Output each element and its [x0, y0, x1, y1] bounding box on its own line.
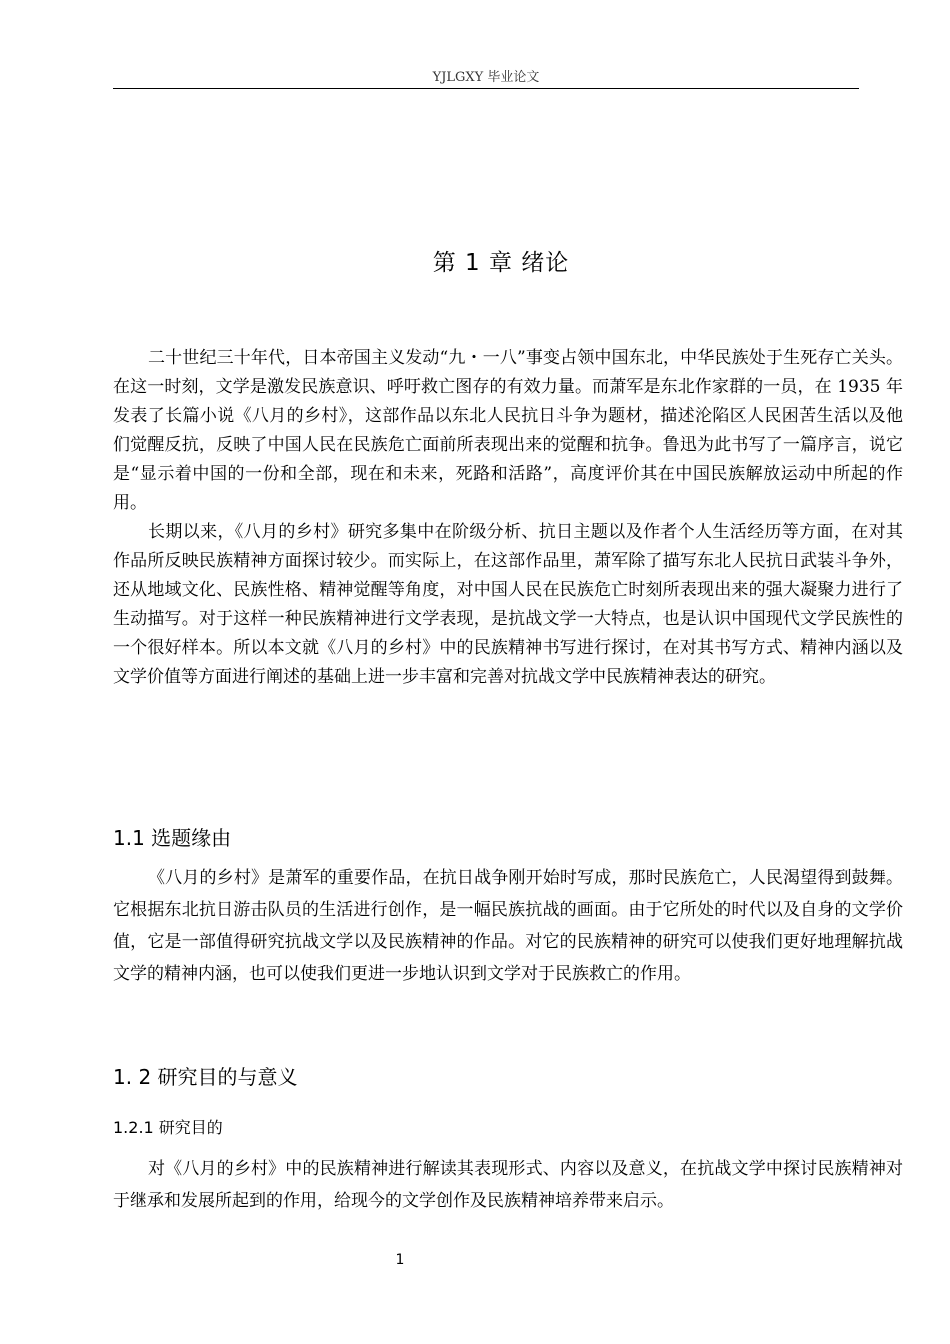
section-1-1-paragraph: 《八月的乡村》是萧军的重要作品，在抗日战争刚开始时写成，那时民族危亡，人民渴望得到鼓舞。它根据东北抗日游击队员的生活进行创作，是一幅民族抗战的画面。由于它所处的时代以及自身的文学价值，它是一部值得研究抗战文学以及民族精神的作品。对它的民族精神的研究可以使我们更好地理解抗战文学的精神内涵，也可以使我们更进一步地认识到文学对于民族救亡的作用。 [113, 868, 903, 984]
section-heading-1-2-1: 1.2.1 研究目的 [113, 1118, 223, 1137]
section-1-2-1-paragraph: 对《八月的乡村》中的民族精神进行解读其表现形式、内容以及意义，在抗战文学中探讨民族精神对于继承和发展所起到的作用，给现今的文学创作及民族精神培养带来启示。 [113, 1159, 903, 1211]
intro-paragraph-1: 二十世纪三十年代，日本帝国主义发动“九・一八”事变占领中国东北，中华民族处于生死存亡关头。在这一时刻，文学是激发民族意识、呼吁救亡图存的有效力量。而萧军是东北作家群的一员，在 1935 年发表了长篇小说《八月的乡村》，这部作品以东北人民抗日斗争为题材，描述沦陷区人民困苦生活以及他们觉醒反抗，反映了中国人民在民族危亡面前所表现出来的觉醒和抗争。鲁迅为此书写了一篇序言，说它是“显示着中国的一份和全部，现在和未来，死路和活路”，高度评价其在中国民族解放运动中所起的作用。 [113, 348, 903, 513]
intro-paragraph-2: 长期以来，《八月的乡村》研究多集中在阶级分析、抗日主题以及作者个人生活经历等方面，在对其作品所反映民族精神方面探讨较少。而实际上，在这部作品里，萧军除了描写东北人民抗日武装斗争外，还从地域文化、民族性格、精神觉醒等角度，对中国人民在民族危亡时刻所表现出来的强大凝聚力进行了生动描写。对于这样一种民族精神进行文学表现，是抗战文学一大特点，也是认识中国现代文学民族性的一个很好样本。所以本文就《八月的乡村》中的民族精神书写进行探讨，在对其书写方式、精神内涵以及文学价值等方面进行阐述的基础上进一步丰富和完善对抗战文学中民族精神表达的研究。 [113, 522, 903, 687]
header-rule [113, 88, 859, 89]
section-heading-1-2: 1. 2 研究目的与意义 [113, 1065, 298, 1089]
page-number: 1 [395, 1252, 405, 1268]
running-header: YJLGXY 毕业论文 [432, 70, 540, 85]
chapter-title: 第 1 章 绪论 [432, 250, 570, 276]
section-heading-1-1: 1.1 选题缘由 [113, 826, 232, 850]
